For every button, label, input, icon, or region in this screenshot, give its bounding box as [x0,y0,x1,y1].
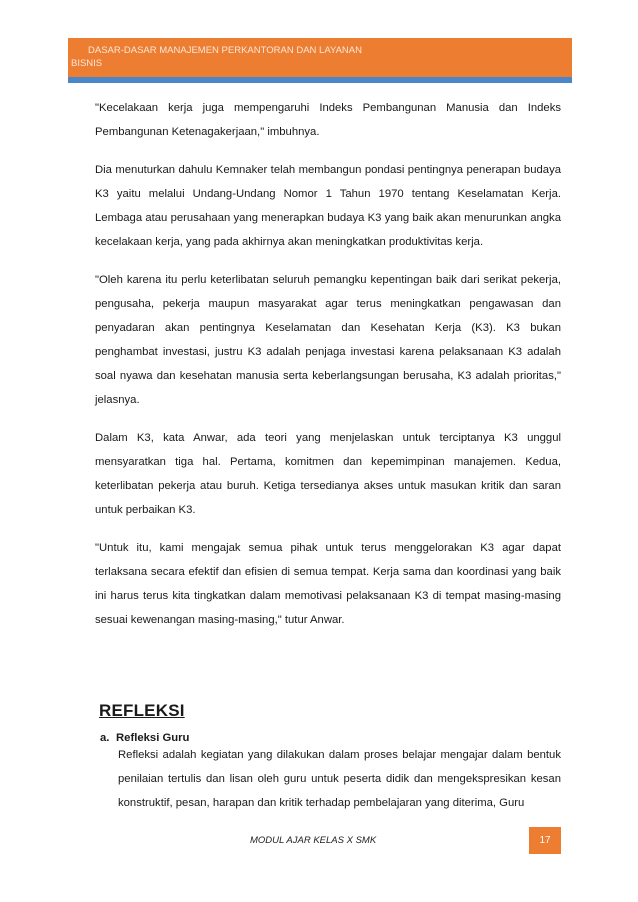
paragraph-3: "Oleh karena itu perlu keterlibatan seluruh pemangku kepentingan baik dari serikat pekerja, pengusaha, pekerja maupun masyarakat agar terus meningkatkan pengawasan dan penyadaran akan pentingnya Keselamatan dan Kesehatan Kerja (K3). K3 bukan penghambat investasi, justru K3 adalah penjaga investasi karena pelaksanaan K3 adalah soal nyawa dan kesehatan manusia serta keberlangsungan berusaha, K3 adalah prioritas," jelasnya. [95,274,561,406]
reflection-paragraph: Refleksi adalah kegiatan yang dilakukan dalam proses belajar mengajar dalam bentuk penilaian tertulis dan lisan oleh guru untuk peserta didik dan mengekspresikan kesan konstruktif, pesan, harapan dan kritik terhadap pembelajaran yang diterima, Guru [118,749,561,809]
subsection-marker: a. [100,732,110,744]
footer-text: MODUL AJAR KELAS X SMK [250,835,377,846]
subsection-heading [100,732,189,744]
header-title [71,44,558,70]
paragraph-1: "Kecelakaan kerja juga mempengaruhi Indeks Pembangunan Manusia dan Indeks Pembangunan Ketenagakerjaan," imbuhnya. [95,102,561,138]
page-number: 17 [529,827,561,854]
subsection-title: Refleksi Guru [116,732,190,744]
paragraph-4: Dalam K3, kata Anwar, ada teori yang menjelaskan untuk terciptanya K3 unggul mensyaratkan tiga hal. Pertama, komitmen dan kepemimpinan manajemen. Kedua, keterlibatan pekerja atau buruh. Ketiga tersedianya akses untuk masukan kritik dan saran untuk perbaikan K3. [95,432,561,516]
header-title-line1: DASAR-DASAR MANAJEMEN PERKANTORAN DAN LAYANAN [88,45,362,56]
paragraph-2: Dia menuturkan dahulu Kemnaker telah membangun pondasi pentingnya penerapan budaya K3 yaitu melalui Undang-Undang Nomor 1 Tahun 1970 tentang Keselamatan Kerja. Lembaga atau perusahaan yang menerapkan budaya K3 yang baik akan menurunkan angka kecelakaan kerja, yang pada akhirnya akan meningkatkan produktivitas kerja. [95,164,561,248]
body-text [95,97,561,647]
header-band [68,38,572,77]
header-title-line2: BISNIS [71,58,103,69]
section-title: REFLEKSI [99,701,185,720]
paragraph-5: "Untuk itu, kami mengajak semua pihak untuk terus menggelorakan K3 agar dapat terlaksana secara efektif dan efisien di semua tempat. Kerja sama dan koordinasi yang baik ini harus terus kita tingkatkan dalam memotivasi pelaksanaan K3 di tempat masing-masing sesuai kewenangan masing-masing," tutur Anwar. [95,542,561,626]
header-rule [68,77,572,83]
